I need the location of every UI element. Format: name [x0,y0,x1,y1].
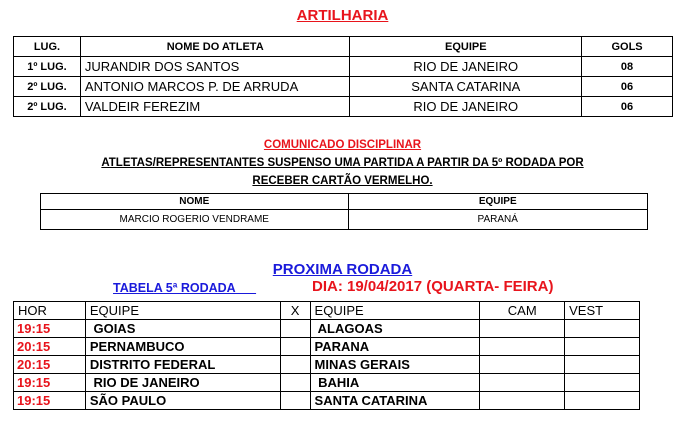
row-x [280,356,310,374]
row-cam [480,356,565,374]
table-row [14,392,640,410]
row-hora: 20:15 [14,338,86,356]
proxima-rodada-title: PROXIMA RODADA [272,261,413,278]
comunicado-title: COMUNICADO DISCIPLINAR [263,139,422,151]
header-gols: GOLS [582,37,673,57]
row-nome: JURANDIR DOS SANTOS [80,57,350,77]
table-row [14,320,640,338]
row-vest [565,374,640,392]
row-cam [480,320,565,338]
header-equipe: EQUIPE [348,194,648,210]
table-row [14,77,673,97]
row-cam [480,374,565,392]
row-gols: 08 [582,57,673,77]
row-gols: 06 [582,77,673,97]
row-gols: 06 [582,97,673,117]
row-vest [565,338,640,356]
table-row [14,338,640,356]
row-equipe: SANTA CATARINA [350,77,582,97]
row-equipe-1: GOIAS [85,320,280,338]
artilharia-title: ARTILHARIA [296,7,389,24]
header-nome: NOME DO ATLETA [80,37,350,57]
row-nome: MARCIO ROGERIO VENDRAME [41,210,349,230]
header-equipe-2: EQUIPE [310,302,480,320]
table-row [41,210,648,230]
row-x [280,338,310,356]
row-cam [480,392,565,410]
row-equipe-2: ALAGOAS [310,320,480,338]
tabela-rodada-label: TABELA 5ª RODADA [113,281,257,295]
jogos-table [13,301,640,410]
row-hora: 19:15 [14,392,86,410]
row-equipe-1: RIO DE JANEIRO [85,374,280,392]
suspensao-table [40,193,648,230]
row-hora: 19:15 [14,320,86,338]
header-cam: CAM [480,302,565,320]
dia-label: DIA: 19/04/2017 (QUARTA- FEIRA) [312,278,554,295]
header-hora: HOR [14,302,86,320]
table-row [14,57,673,77]
row-x [280,392,310,410]
comunicado-text-line2: RECEBER CARTÃO VERMELHO. [252,175,433,187]
header-x: X [280,302,310,320]
row-nome: VALDEIR FEREZIM [80,97,350,117]
table-row [14,374,640,392]
table-header-row [14,37,673,57]
row-equipe-2: MINAS GERAIS [310,356,480,374]
row-hora: 20:15 [14,356,86,374]
comunicado-text-line1: ATLETAS/REPRESENTANTES SUSPENSO UMA PARTIDA A PARTIR DA 5º RODADA POR [101,157,584,169]
row-equipe-2: BAHIA [310,374,480,392]
row-lug: 1º LUG. [14,57,81,77]
row-vest [565,320,640,338]
artilharia-table [13,36,673,117]
row-equipe-1: DISTRITO FEDERAL [85,356,280,374]
header-equipe: EQUIPE [350,37,582,57]
row-cam [480,338,565,356]
row-equipe-1: SÃO PAULO [85,392,280,410]
row-vest [565,356,640,374]
table-header-row [41,194,648,210]
row-equipe-1: PERNAMBUCO [85,338,280,356]
row-equipe: RIO DE JANEIRO [350,97,582,117]
row-x [280,320,310,338]
table-row [14,97,673,117]
header-nome: NOME [41,194,349,210]
header-equipe-1: EQUIPE [85,302,280,320]
header-lug: LUG. [14,37,81,57]
row-lug: 2º LUG. [14,97,81,117]
table-header-row [14,302,640,320]
header-vest: VEST [565,302,640,320]
row-vest [565,392,640,410]
row-equipe: PARANÁ [348,210,648,230]
row-x [280,374,310,392]
row-equipe: RIO DE JANEIRO [350,57,582,77]
row-lug: 2º LUG. [14,77,81,97]
table-row [14,356,640,374]
row-nome: ANTONIO MARCOS P. DE ARRUDA [80,77,350,97]
row-hora: 19:15 [14,374,86,392]
row-equipe-2: SANTA CATARINA [310,392,480,410]
row-equipe-2: PARANA [310,338,480,356]
